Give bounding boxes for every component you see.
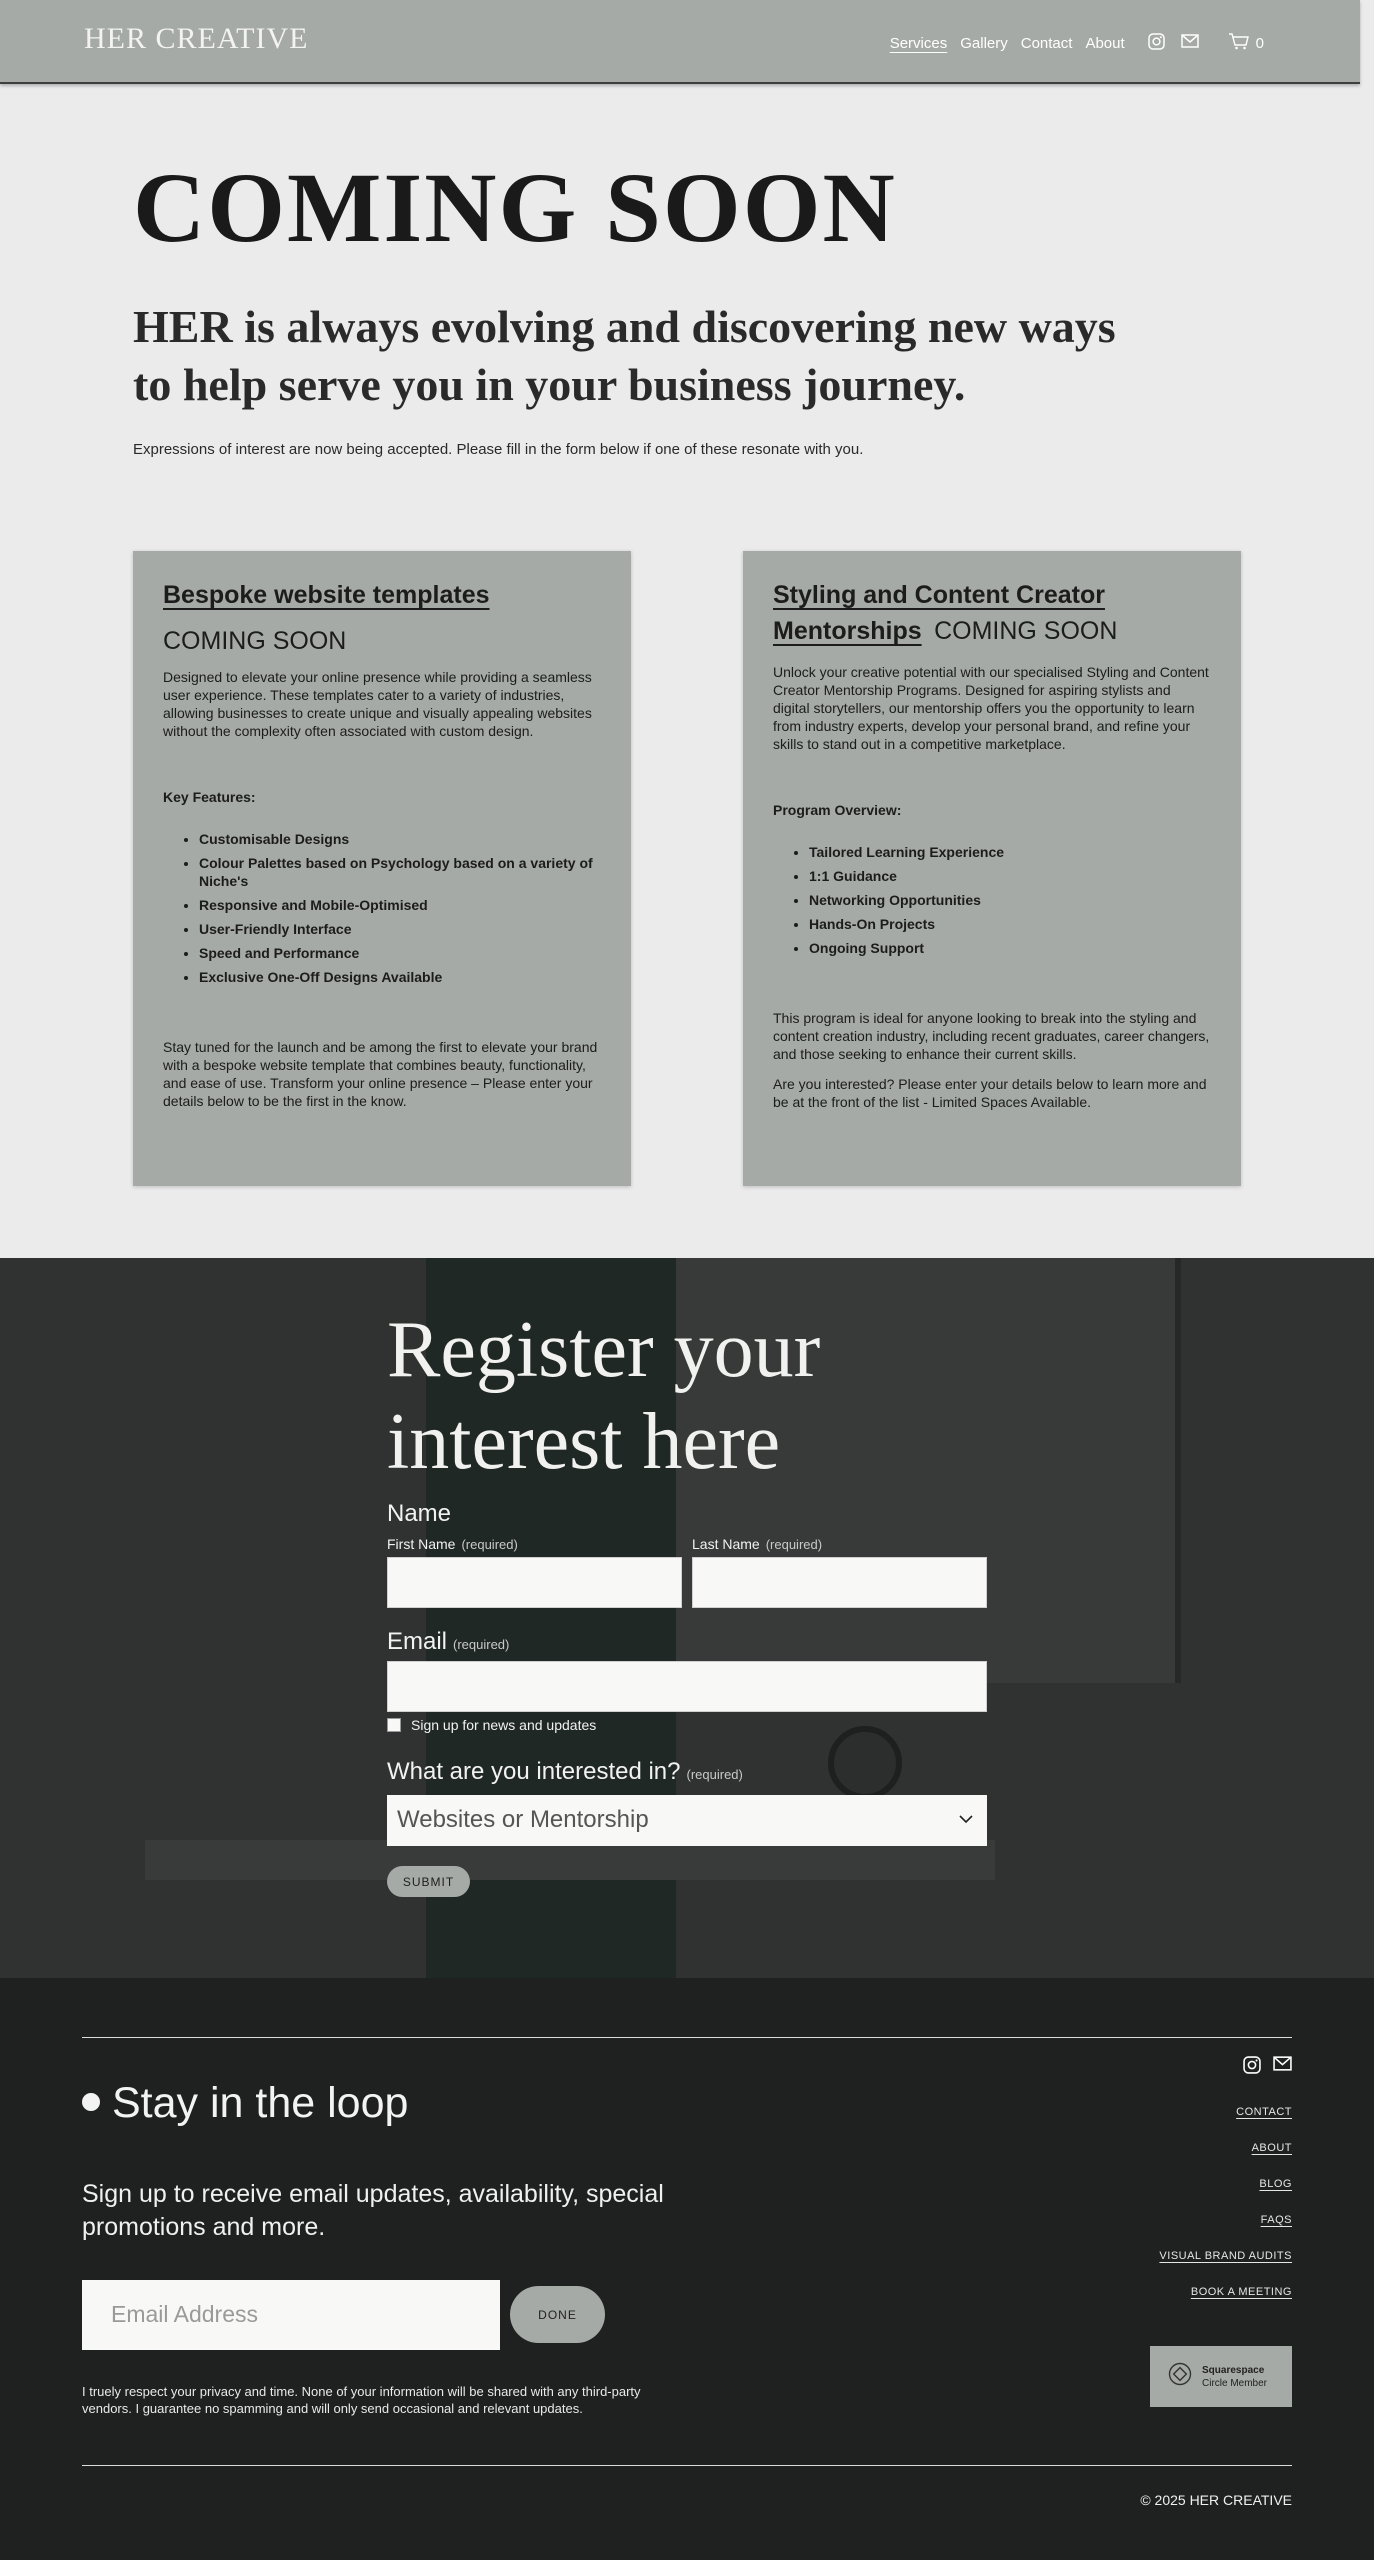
website-templates-card [133,551,631,1186]
badge-text [1202,2364,1267,2390]
register-title-line2: interest here [387,1398,781,1486]
privacy-note: I truely respect your privacy and time. None of your information will be shared with any third-party vendors. I guarantee no spamming and will only send occasional and relevant updates. [82,2384,641,2416]
nav-about[interactable]: About [1085,34,1125,52]
instagram-icon[interactable] [1148,33,1165,54]
last-name-label [692,1536,822,1552]
hero-note: Expressions of interest are now being accepted. Please fill in the form below if one of these resonate with you. [133,441,864,458]
interest-select[interactable] [387,1795,987,1846]
first-name-text: First Name [387,1536,456,1552]
footer-link-faqs[interactable]: FAQS [1260,2214,1292,2226]
main-nav [890,32,1264,54]
social-icons [1148,33,1199,54]
required-note: (required) [453,1637,510,1652]
list-item: • Speed and Performance [199,944,601,962]
footer-link-visual-brand-audits[interactable]: VISUAL BRAND AUDITS [1159,2250,1292,2262]
key-features-list [199,830,601,986]
newsletter-email-input[interactable]: Email Address [82,2280,500,2350]
newsletter-title [82,2079,408,2128]
newsletter-subtitle: Sign up to receive email updates, availability, special promotions and more. [82,2180,664,2241]
templates-description: Designed to elevate your online presence while providing a seamless user experience. These templates cater to a variety of industries, allowing businesses to create unique and visually appealing websites without the complexity often associated with custom design. [163,669,592,739]
required-note: (required) [686,1767,743,1782]
newsletter-checkbox[interactable] [387,1718,401,1732]
cart-count: 0 [1255,34,1264,52]
squarespace-circle-badge[interactable] [1150,2346,1292,2407]
coming-soon-label: COMING SOON [163,627,347,655]
submit-button[interactable]: SUBMIT [387,1866,470,1897]
list-item: • 1:1 Guidance [809,867,1211,885]
list-item: • Tailored Learning Experience [809,843,1211,861]
last-name-field[interactable] [692,1557,987,1608]
newsletter-done-button[interactable]: DONE [510,2286,605,2343]
list-item: • Ongoing Support [809,939,1211,957]
chevron-down-icon [957,1807,975,1835]
newsletter-title-text: Stay in the loop [112,2079,409,2127]
list-item: • Customisable Designs [199,830,601,848]
first-name-label [387,1536,518,1552]
list-item: • Responsive and Mobile-Optimised [199,896,601,914]
footer-divider-top [82,2037,1292,2038]
site-header [0,0,1360,84]
email-text: Email [387,1628,448,1655]
page-title: COMING SOON [133,152,897,263]
coming-soon-label: COMING SOON [934,617,1118,645]
newsletter-label: Sign up for news and updates [411,1717,597,1733]
list-item: • Networking Opportunities [809,891,1211,909]
footer-divider-bottom [82,2465,1292,2466]
cart-button[interactable] [1228,32,1264,54]
required-note: (required) [461,1537,518,1552]
nav-contact[interactable]: Contact [1020,34,1073,52]
footer-social-icons [1243,2056,1292,2079]
background-photo-table [145,1840,995,1880]
program-overview-title: Program Overview: [773,802,902,818]
footer-link-blog[interactable]: BLOG [1259,2178,1292,2190]
list-item: • User-Friendly Interface [199,920,601,938]
copyright: © 2025 HER CREATIVE [1140,2492,1292,2508]
register-title [387,1304,820,1488]
nav-services[interactable]: Services [889,34,948,52]
email-icon[interactable] [1181,34,1199,52]
email-field[interactable] [387,1661,987,1712]
interest-label [387,1758,743,1786]
list-item: • Exclusive One-Off Designs Available [199,968,601,986]
register-section [0,1258,1374,1978]
footer-link-contact[interactable]: CONTACT [1236,2106,1292,2118]
templates-closing: Stay tuned for the launch and be among the first to elevate your brand with a bespoke website template that combines beauty, functionality, and ease of use. Transform your online presence – Please enter your details below to be the first in the know. [163,1039,598,1109]
instagram-icon[interactable] [1243,2056,1261,2079]
register-title-line1: Register your [387,1306,821,1394]
nav-gallery[interactable]: Gallery [960,34,1008,52]
first-name-field[interactable] [387,1557,682,1608]
badge-line2: Circle Member [1202,2377,1268,2389]
interest-text: What are you interested in? [387,1758,681,1785]
background-clock [828,1726,902,1800]
list-item: • Colour Palettes based on Psychology based on a variety of Niche's [199,854,601,890]
bullet-icon [82,2093,100,2111]
email-icon[interactable] [1273,2056,1292,2079]
last-name-text: Last Name [692,1536,760,1552]
footer-links [1159,2106,1292,2322]
list-item: • Hands-On Projects [809,915,1211,933]
mentorship-description: Unlock your creative potential with our specialised Styling and Content Creator Mentorship Programs. Designed for aspiring stylists and digital storytellers, our mentorship offers you the opportunity to learn from industry experts, develop your personal brand, and refine your skills to stand out in a competitive marketplace. [773,664,1209,752]
footer-link-book-a-meeting[interactable]: BOOK A MEETING [1190,2286,1292,2298]
mentorship-card [743,551,1241,1186]
badge-line1: Squarespace [1202,2364,1265,2376]
interest-selected-value: Websites or Mentorship [397,1806,649,1833]
program-overview-list [809,843,1211,957]
name-label: Name [387,1500,452,1527]
site-footer [0,1978,1374,2560]
required-note: (required) [765,1537,823,1552]
key-features-title: Key Features: [163,789,256,805]
site-logo[interactable]: HER CREATIVE [84,22,309,55]
card-title-mentorship-line1[interactable]: Styling and Content Creator [773,581,1105,609]
mentorship-closing-1: This program is ideal for anyone looking to break into the styling and content creation industry, including recent graduates, career changers, and those seeking to enhance their current skills. [773,1010,1210,1062]
footer-link-about[interactable]: ABOUT [1251,2142,1292,2154]
card-title-templates[interactable]: Bespoke website templates [163,581,490,609]
mentorship-closing-2: Are you interested? Please enter your details below to learn more and be at the front of the list - Limited Spaces Available. [773,1076,1207,1110]
email-label [387,1628,509,1656]
card-title-mentorship-line2[interactable]: Mentorships [773,617,922,645]
hero-subtitle: HER is always evolving and discovering new ways to help serve you in your business journey. [133,301,1116,410]
squarespace-logo-icon [1168,2362,1192,2391]
cart-icon [1228,32,1250,54]
